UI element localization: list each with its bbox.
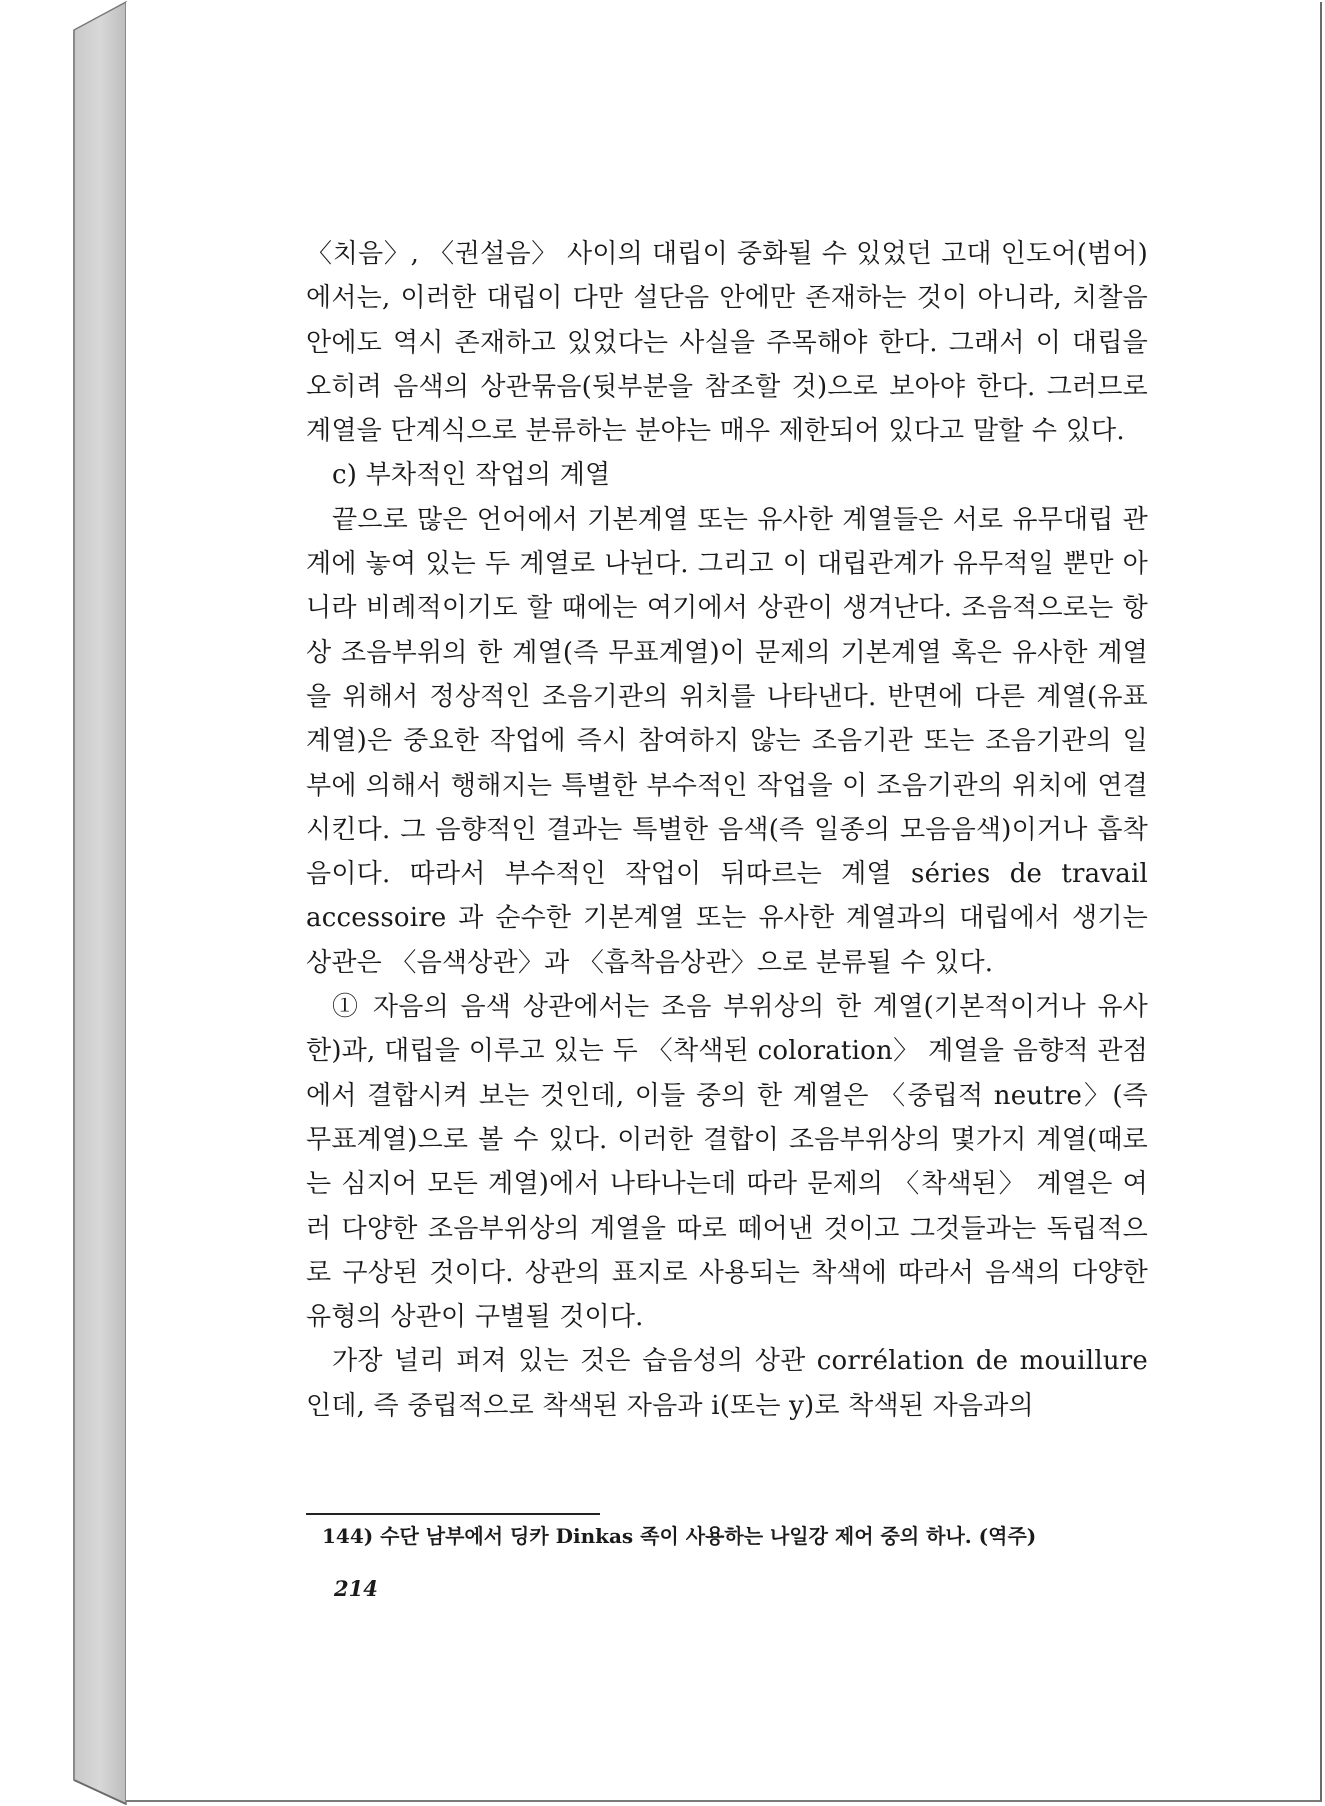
body-text [306, 232, 1148, 1428]
paragraph-2: 끝으로 많은 언어에서 기본계열 또는 유사한 계열들은 서로 유무대립 관계에 놓여 있는 두 계열로 나뉜다. 그리고 이 대립관계가 유무적일 뿐만 아니라 비례적이기도 할 때에는 여기에서 상관이 생겨난다. 조음적으로는 항상 조음부위의 한 계열(즉 무표계열)이 문제의 기본계열 혹은 유사한 계열을 위해서 정상적인 조음기관의 위치를 나타낸다. 반면에 다른 계열(유표계열)은 중요한 작업에 즉시 참여하지 않는 조음기관 또는 조음기관의 일부에 의해서 행해지는 특별한 부수적인 작업을 이 조음기관의 위치에 연결시킨다. 그 음향적인 결과는 특별한 음색(즉 일종의 모음음색)이거나 흡착음이다. 따라서 부수적인 작업이 뒤따르는 계열 séries de travail accessoire 과 순수한 기본계열 또는 유사한 계열과의 대립에서 생기는 상관은 〈음색상관〉과 〈흡착음상관〉으로 분류될 수 있다. [306, 504, 1148, 978]
footnote-divider [306, 1513, 600, 1515]
section-heading: c) 부차적인 작업의 계열 [332, 460, 611, 491]
footnote: 144) 수단 남부에서 딩카 Dinkas 족이 사용하는 나일강 제어 중의 하나. (역주) [322, 1524, 1037, 1548]
paragraph-1: 〈치음〉, 〈권설음〉 사이의 대립이 중화될 수 있었던 고대 인도어(범어)에서는, 이러한 대립이 다만 설단음 안에만 존재하는 것이 아니라, 치찰음 안에도 역시 존재하고 있었다는 사실을 주목해야 한다. 그래서 이 대립을 오히려 음색의 상관묶음(뒷부분을 참조할 것)으로 보아야 한다. 그러므로 계열을 단계식으로 분류하는 분야는 매우 제한되어 있다고 말할 수 있다. [306, 239, 1148, 447]
book-spine-side [74, 2, 126, 1804]
paragraph-3: ① 자음의 음색 상관에서는 조음 부위상의 한 계열(기본적이거나 유사한)과, 대립을 이루고 있는 두 〈착색된 coloration〉 계열을 음향적 관점에서 결합시켜 보는 것인데, 이들 중의 한 계열은 〈중립적 neutre〉(즉 무표계열)으로 볼 수 있다. 이러한 결합이 조음부위상의 몇가지 계열(때로는 심지어 모든 계열)에서 나타나는데 따라 문제의 〈착색된〉 계열은 여러 다양한 조음부위상의 계열을 따로 떼어낸 것이고 그것들과는 독립적으로 구상된 것이다. 상관의 표지로 사용되는 착색에 따라서 음색의 다양한 유형의 상관이 구별될 것이다. [306, 992, 1148, 1333]
page-number: 214 [334, 1576, 378, 1601]
paragraph-4: 가장 널리 퍼져 있는 것은 습음성의 상관 corrélation de mouillure 인데, 즉 중립적으로 착색된 자음과 i(또는 y)로 착색된 자음과의 [306, 1346, 1148, 1421]
